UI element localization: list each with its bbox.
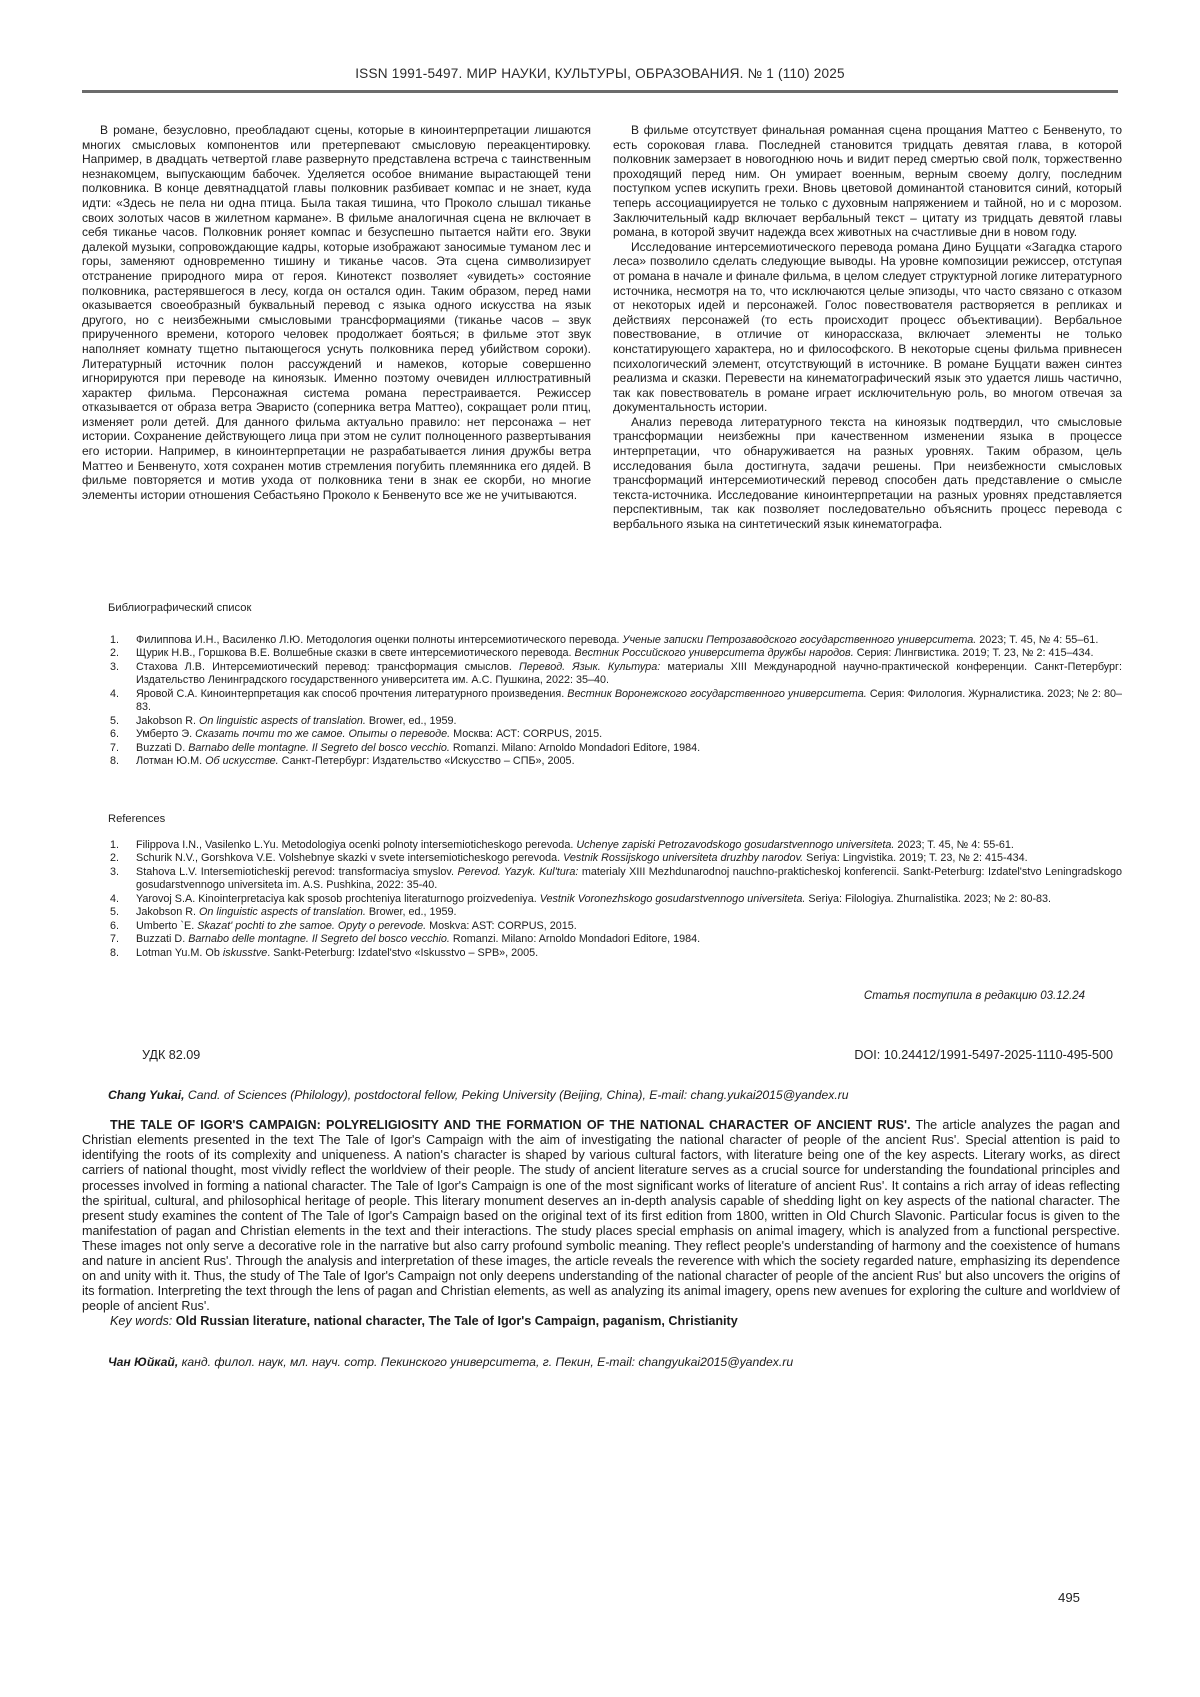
- author-info-en: [108, 1088, 1118, 1102]
- item-number: 4.: [110, 687, 120, 700]
- item-source: Perevod. Yazyk. Kul'tura:: [457, 865, 579, 878]
- item-text: Brower, ed., 1959.: [365, 906, 457, 919]
- page-number: 495: [1057, 1590, 1080, 1605]
- reference-item: [82, 852, 1122, 866]
- item-text: Filippova I.N., Vasilenko L.Yu. Metodologiya ocenki polnoty intersemioticheskogo perevoda.: [136, 838, 577, 851]
- item-text: 2023; Т. 45, № 4: 55–61.: [976, 633, 1099, 646]
- bibliography-item: [82, 634, 1122, 648]
- item-text: Romanzi. Milano: Arnoldo Mondadori Editore, 1984.: [449, 933, 701, 946]
- item-source: Об искусстве.: [205, 755, 279, 768]
- keywords-text: Old Russian literature, national character, The Tale of Igor's Campaign, paganism, Christianity: [175, 1314, 738, 1329]
- item-source: Skazat' pochti to zhe samoe. Opyty o perevode.: [197, 919, 427, 932]
- reference-item: [82, 866, 1122, 893]
- item-number: 8.: [110, 755, 120, 768]
- item-source: Ученые записки Петрозаводского государственного университета.: [622, 633, 977, 646]
- bibliography-item: [82, 728, 1122, 742]
- reference-item: [82, 906, 1122, 920]
- body-paragraph: Исследование интерсемиотического перевода романа Дино Буццати «Загадка старого леса» позволило сделать следующие выводы. На уровне композиции режиссер, отступая от романа в начале и финале фильма, в целом следует структурной логике литературного источника, несмотря на то, что исключаются целые эпизоды, что часто связано с отказом от некоторых идей и персонажей. Голос повествователя растворяется в репликах и действиях персонажей (то есть происходит процесс объективации). Вербальное повествование, в отличие от кинорассказа, включает элементы не только констатирующего характера, но и философского. В некоторые сцены фильма привнесен психологический элемент, отсутствующий в источнике. В романе Буццати важен синтез реализма и сказки. Перевести на кинематографический язык это удается лишь частично, так как повествователь в романе играет исключительную роль, во многом отвечая за документальность истории.: [613, 239, 1122, 415]
- udc-code: УДК 82.09: [142, 1048, 201, 1063]
- item-text: Лотман Ю.М.: [136, 755, 206, 768]
- item-text: Buzzati D.: [136, 741, 189, 754]
- item-number: 7.: [110, 933, 120, 946]
- item-text: Стахова Л.В. Интерсемиотический перевод: трансформация смыслов.: [136, 660, 519, 673]
- item-text: Серия: Филология. Журналистика. 2023; № 2: 80–83.: [136, 687, 1122, 714]
- item-text: Серия: Лингвистика. 2019; Т. 23, № 2: 415–434.: [853, 647, 1094, 660]
- doi: DOI: 10.24412/1991-5497-2025-1110-495-500: [854, 1048, 1113, 1063]
- abstract-text: The article analyzes the pagan and Christian elements presented in the text The Tale of Igor's Campaign with the aim of investigating the national character of people of the ancient Rus'. Special attention is paid to identifying the roots of its complexity and uniqueness. A nation's character is shaped by various cultural factors, with literature being one of the key aspects. Literary works, as direct carriers of national thought, most vividly reflect the worldview of their people. The study of ancient literature serves as a crucial source for understanding the foundational principles and processes involved in forming a national character. The Tale of Igor's Campaign is one of the most significant works of literature of ancient Rus'. It contains a rich array of ideas reflecting the spiritual, cultural, and philosophical heritage of people. This literary monument deserves an in-depth analysis capable of shedding light on key aspects of the national character. The present study examines the content of The Tale of Igor's Campaign based on the original text of its first edition from 1800, written in Old Church Slavonic. Particular focus is given to the manifestation of pagan and Christian elements in the text and their interactions. The study places special emphasis on animal imagery, which is analyzed from a functional perspective. These images not only serve a decorative role in the narrative but also carry profound symbolic meaning. They reflect people's understanding of harmony and the coexistence of humans and nature in ancient Rus'. Through the analysis and interpretation of these images, the article reveals the reverence with which the society regarded nature, emphasizing its dependence on and unity with it. Thus, the study of The Tale of Igor's Campaign not only deepens understanding of the national character of people of the ancient Rus' but also uncovers the origins of its formation. Interpreting the text through the lens of pagan and Christian elements, as well as analyzing its animal imagery, opens new avenues for exploring the culture and worldview of people of ancient Rus'.: [82, 1118, 1120, 1314]
- item-source: Barnabo delle montagne. Il Segreto del bosco vecchio.: [188, 741, 450, 754]
- header-rule: [82, 90, 1118, 93]
- item-number: 1.: [110, 838, 120, 851]
- bibliography-item: [82, 647, 1122, 661]
- author-details-en: Cand. of Sciences (Philology), postdoctoral fellow, Peking University (Beijing, China), E-mail: chang.yukai2015@yandex.ru: [184, 1088, 849, 1103]
- item-number: 6.: [110, 919, 120, 932]
- item-text: . Sankt-Peterburg: Izdatel'stvo «Iskusstvo – SPB», 2005.: [267, 946, 539, 959]
- item-text: Lotman Yu.M. Ob: [136, 946, 223, 959]
- item-source: Перевод. Язык. Культура:: [518, 660, 661, 673]
- author-info-ru: [108, 1355, 1118, 1369]
- item-source: Barnabo delle montagne. Il Segreto del bosco vecchio.: [188, 933, 450, 946]
- item-text: Umberto `E.: [136, 919, 198, 932]
- item-text: Москва: АСТ: CORPUS, 2015.: [450, 728, 603, 741]
- item-text: Яровой С.А. Киноинтерпретация как способ прочтения литературного произведения.: [136, 687, 568, 700]
- item-text: Jakobson R.: [136, 714, 200, 727]
- bibliography-list: [82, 634, 1122, 769]
- item-text: Yarovoj S.A. Kinointerpretaciya kak sposob prochteniya literaturnogo proizvedeniya.: [136, 892, 540, 905]
- item-text: Seriya: Filologiya. Zhurnalistika. 2023; № 2: 80-83.: [805, 892, 1052, 905]
- bibliography-item: [82, 715, 1122, 729]
- reference-item: [82, 920, 1122, 934]
- article-title-en: THE TALE OF IGOR'S CAMPAIGN: POLYRELIGIOSITY AND THE FORMATION OF THE NATIONAL CHARACTER OF ANCIENT RUS'.: [110, 1118, 911, 1133]
- item-text: Филиппова И.Н., Василенко Л.Ю. Методология оценки полноты интерсемиотического перевода.: [136, 633, 623, 646]
- keywords-label: Key words:: [110, 1314, 176, 1329]
- item-text: материалы XIII Международной научно-практической конференции. Санкт-Петербург: Издательство Ленинградского государственного университета им. А.С. Пушкина, 2022: 35–40.: [136, 660, 1122, 687]
- item-text: Stahova L.V. Intersemioticheskij perevod: transformaciya smyslov.: [136, 865, 458, 878]
- bibliography-item: [82, 755, 1122, 769]
- item-number: 1.: [110, 633, 120, 646]
- bibliography-item: [82, 661, 1122, 688]
- item-text: Schurik N.V., Gorshkova V.E. Volshebnye skazki v svete intersemioticheskogo perevoda.: [136, 852, 564, 865]
- body-paragraph: В романе, безусловно, преобладают сцены, которые в киноинтерпретации лишаются многих смысловых компонентов или претерпевают смысловую переакцентировку. Например, в двадцать четвертой главе развернуто представлена встреча с таинственным незнакомцем, выпускающим бабочек. Уделяется особое внимание вырастающей тени полковника. В конце девятнадцатой главы полковник разбивает компас и не знает, куда идти: «Здесь не пела ни одна птица. Была такая тишина, что Проколо слышал тиканье своих золотых часов в жилетном кармане». В фильме аналогичная сцена не включает в себя тиканье часов. Полковник роняет компас и безуспешно пытается найти его. Звуки далекой музыки, сопровождающие кадры, которые изображают заносимые туманом лес и горы, заменяют одновременно тишину и тиканье часов. Эта сцена символизирует отстранение природного мира от героя. Кинотекст позволяет «увидеть» состояние полковника, растерявшегося в лесу, когда он остался один. Таким образом, перед нами оказывается своеобразный буквальный перевод с языка одного искусства на язык другого, но с неизбежными смысловыми трансформациями (тиканье часов – звук прирученного времени, которого человек продолжает бояться; в фильме этот звук наполняет комнату тщетно пытающегося уснуть полковника перед убийством сороки). Литературный источник полон рассуждений и намеков, которые совершенно игнорируются при переводе на киноязык. Именно поэтому очевиден иллюстративный характер фильма. Персонажная система романа перестраивается. Режиссер отказывается от образа ветра Эваристо (соперника ветра Маттео), сокращает роли птиц, изменяет роли детей. Для данного фильма актуально правило: нет персонажа – нет истории. Сохранение действующего лица при этом не сулит полноценного развертывания его истории. Например, в киноинтерпретации не разрабатывается линия дружбы ветра Маттео и Бенвенуто, хотя сохранен мотив стремления погубить племянника его дядей. В фильме повторяется и мотив ухода от полковника тени в знак ее скорби, но многие элементы истории отношения Себастьяно Проколо к Бенвенуто все же не учитываются.: [82, 123, 591, 502]
- item-number: 2.: [110, 647, 120, 660]
- item-text: Умберто Э.: [136, 728, 196, 741]
- reference-item: [82, 839, 1122, 853]
- item-source: Вестник Воронежского государственного университета.: [567, 687, 867, 700]
- bibliography-item: [82, 742, 1122, 756]
- item-number: 3.: [110, 865, 120, 878]
- received-note: Статья поступила в редакцию 03.12.24: [863, 990, 1085, 1003]
- author-name-en: Chang Yukai,: [108, 1088, 185, 1103]
- item-text: Romanzi. Milano: Arnoldo Mondadori Editore, 1984.: [449, 741, 701, 754]
- item-source: Сказать почти то же самое. Опыты о переводе.: [195, 728, 451, 741]
- item-text: Jakobson R.: [136, 906, 200, 919]
- item-text: Seriya: Lingvistika. 2019; T. 23, № 2: 415-434.: [803, 852, 1028, 865]
- article-body: [82, 123, 1122, 532]
- left-column: [82, 123, 591, 532]
- author-name-ru: Чан Юйкай,: [108, 1355, 179, 1370]
- item-source: iskusstve: [222, 946, 268, 959]
- item-text: materialy XIII Mezhdunarodnoj nauchno-prakticheskoj konferencii. Sankt-Peterburg: Izdatel'stvo Leningradskogo gosudarstvennogo universiteta im. A.S. Pushkina, 2022: 35-40.: [136, 865, 1122, 892]
- item-source: On linguistic aspects of translation.: [199, 714, 366, 727]
- meta-row: [142, 1048, 1113, 1062]
- references-list: [82, 839, 1122, 961]
- item-text: Buzzati D.: [136, 933, 189, 946]
- reference-item: [82, 947, 1122, 961]
- right-column: [613, 123, 1122, 532]
- journal-issn-header: ISSN 1991-5497. МИР НАУКИ, КУЛЬТУРЫ, ОБРАЗОВАНИЯ. № 1 (110) 2025: [355, 66, 845, 81]
- author-details-ru: канд. филол. наук, мл. науч. сотр. Пекинского университета, г. Пекин, E-mail: changyukai2015@yandex.ru: [178, 1355, 794, 1370]
- references-heading: References: [108, 812, 166, 825]
- item-number: 5.: [110, 906, 120, 919]
- item-source: Вестник Российского университета дружбы народов.: [574, 647, 854, 660]
- reference-item: [82, 893, 1122, 907]
- reference-item: [82, 933, 1122, 947]
- item-text: Brower, ed., 1959.: [365, 714, 457, 727]
- item-text: 2023; T. 45, № 4: 55-61.: [894, 838, 1014, 851]
- item-number: 7.: [110, 741, 120, 754]
- item-number: 3.: [110, 660, 120, 673]
- bibliography-item: [82, 688, 1122, 715]
- abstract: [82, 1118, 1120, 1314]
- item-number: 4.: [110, 892, 120, 905]
- body-paragraph: В фильме отсутствует финальная романная сцена прощания Маттео с Бенвенуто, то есть сороковая глава. Последней становится тридцать девятая глава, в которой полковник замерзает в новогоднюю ночь и видит перед смертью свой полк, торжественно проходящий перед ним. Он умирает военным, верным своему долгу, последним поступком успев искупить грехи. Вновь цветовой доминантой становится синий, который теперь ассоциациируется не только с духовным напряжением и тайной, но и с морозом. Заключительный кадр включает вербальный текст – цитату из тридцать девятой главы романа, в которой звучит надежда всех животных на счастливые дни в новом году.: [613, 123, 1122, 240]
- item-source: Uchenye zapiski Petrozavodskogo gosudarstvennogo universiteta.: [576, 838, 895, 851]
- bibliography-heading: Библиографический список: [108, 601, 252, 614]
- keywords-line: [82, 1314, 1120, 1329]
- item-number: 8.: [110, 946, 120, 959]
- body-paragraph: Анализ перевода литературного текста на киноязык подтвердил, что смысловые трансформации неизбежны при качественном изменении языка в процессе интерпретации, что обнаруживается на разных уровнях. Таким образом, цель исследования была достигнута, задачи решены. При неизбежности смысловых трансформаций интерсемиотический перевод способен дать представление о смысле текста-источника. Исследование киноинтерпретации на разных уровнях представляется перспективным, так как позволяет последовательно объяснить процесс перевода с вербального языка на синтетический язык кинематографа.: [613, 414, 1122, 532]
- item-number: 5.: [110, 714, 120, 727]
- item-source: On linguistic aspects of translation.: [199, 906, 366, 919]
- item-source: Vestnik Rossijskogo universiteta druzhby narodov.: [563, 852, 804, 865]
- item-text: Moskva: AST: CORPUS, 2015.: [426, 919, 577, 932]
- item-number: 6.: [110, 728, 120, 741]
- item-number: 2.: [110, 852, 120, 865]
- item-source: Vestnik Voronezhskogo gosudarstvennogo universiteta.: [539, 892, 806, 905]
- item-text: Санкт-Петербург: Издательство «Искусство – СПБ», 2005.: [278, 755, 575, 768]
- item-text: Щурик Н.В., Горшкова В.Е. Волшебные сказки в свете интерсемиотического перевода.: [136, 647, 575, 660]
